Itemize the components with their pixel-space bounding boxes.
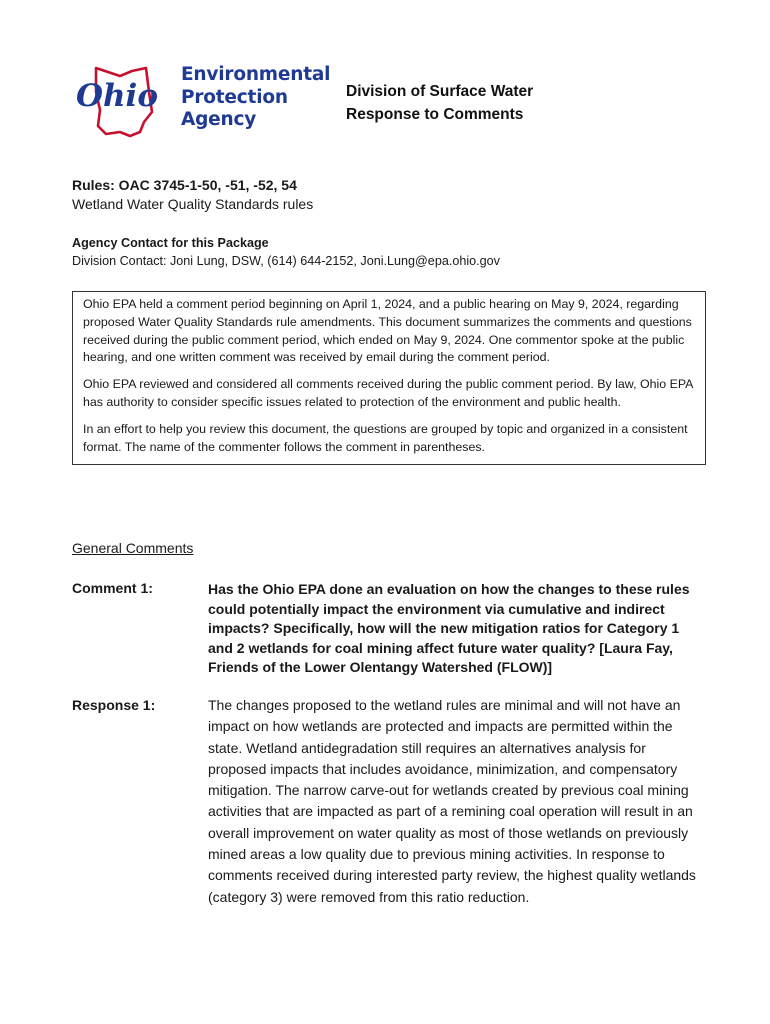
ohio-epa-logo [76, 62, 338, 140]
contact-heading: Agency Contact for this Package [72, 236, 269, 250]
division-title: Division of Surface Water [346, 83, 534, 100]
ohio-script-text: Ohio [76, 78, 158, 114]
rules-description: Wetland Water Quality Standards rules [72, 196, 314, 212]
notice-paragraph: Ohio EPA held a comment period beginning on April 1, 2024, and a public hearing on May 9, 2024, regarding proposed Water Quality Standards rule amendments. This document summarizes the comments and questions received during the public comment period, which ended on May 9, 2024. One commentor spoke at the public hearing, and one written comment was received by email during the comment period. [83, 297, 692, 365]
response-label: Response 1: [72, 697, 156, 713]
document-title: Response to Comments [346, 106, 524, 123]
section-title-general-comments: General Comments [72, 540, 194, 556]
notice-paragraph: Ohio EPA reviewed and considered all comments received during the public comment period. By law, Ohio EPA has authority to consider specific issues related to protection of the environment and public health. [83, 377, 693, 409]
rules-block [72, 176, 313, 214]
agency-name [181, 64, 330, 132]
notice-paragraph: In an effort to help you review this document, the questions are grouped by topic and organized in a consistent format. The name of the commenter follows the comment in parentheses. [83, 421, 688, 454]
comment-period-notice [72, 291, 706, 465]
contact-line: Division Contact: Joni Lung, DSW, (614) 644-2152, Joni.Lung@epa.ohio.gov [72, 254, 500, 268]
ohio-state-outline-icon [76, 62, 180, 140]
agency-name-line: Agency [181, 109, 257, 130]
comment-text: Has the Ohio EPA done an evaluation on how the changes to these rules could potentially impact the environment via cumulative and indirect impacts? Specifically, how will the new mitigation ratios for Category 1 and 2 wetlands for coal mining affect future water quality? [Laura Fay, Friends of the Lower Olentangy Watershed (FLOW)] [208, 581, 690, 676]
agency-name-line: Environmental [181, 64, 331, 85]
agency-name-line: Protection [181, 86, 288, 108]
rules-label: Rules: OAC 3745-1-50, -51, -52, 54 [72, 177, 297, 193]
response-text: The changes proposed to the wetland rules are minimal and will not have an impact on how wetlands are protected and impacts are permitted within the state. Wetland antidegradation still requires an alternatives analysis for proposed impacts that includes avoidance, minimization, and compensatory mitigation. The narrow carve-out for wetlands created by previous coal mining activities that are impacted as part of a remining coal operation will result in an overall improvement on water quality as most of those wetlands on previously mined areas a low quality due to previous mining activities. In response to comments received during interested party review, the highest quality wetlands (category 3) were removed from this ratio reduction. [208, 697, 696, 905]
document-header [346, 80, 533, 126]
comment-label: Comment 1: [72, 580, 153, 596]
contact-block [72, 234, 500, 270]
